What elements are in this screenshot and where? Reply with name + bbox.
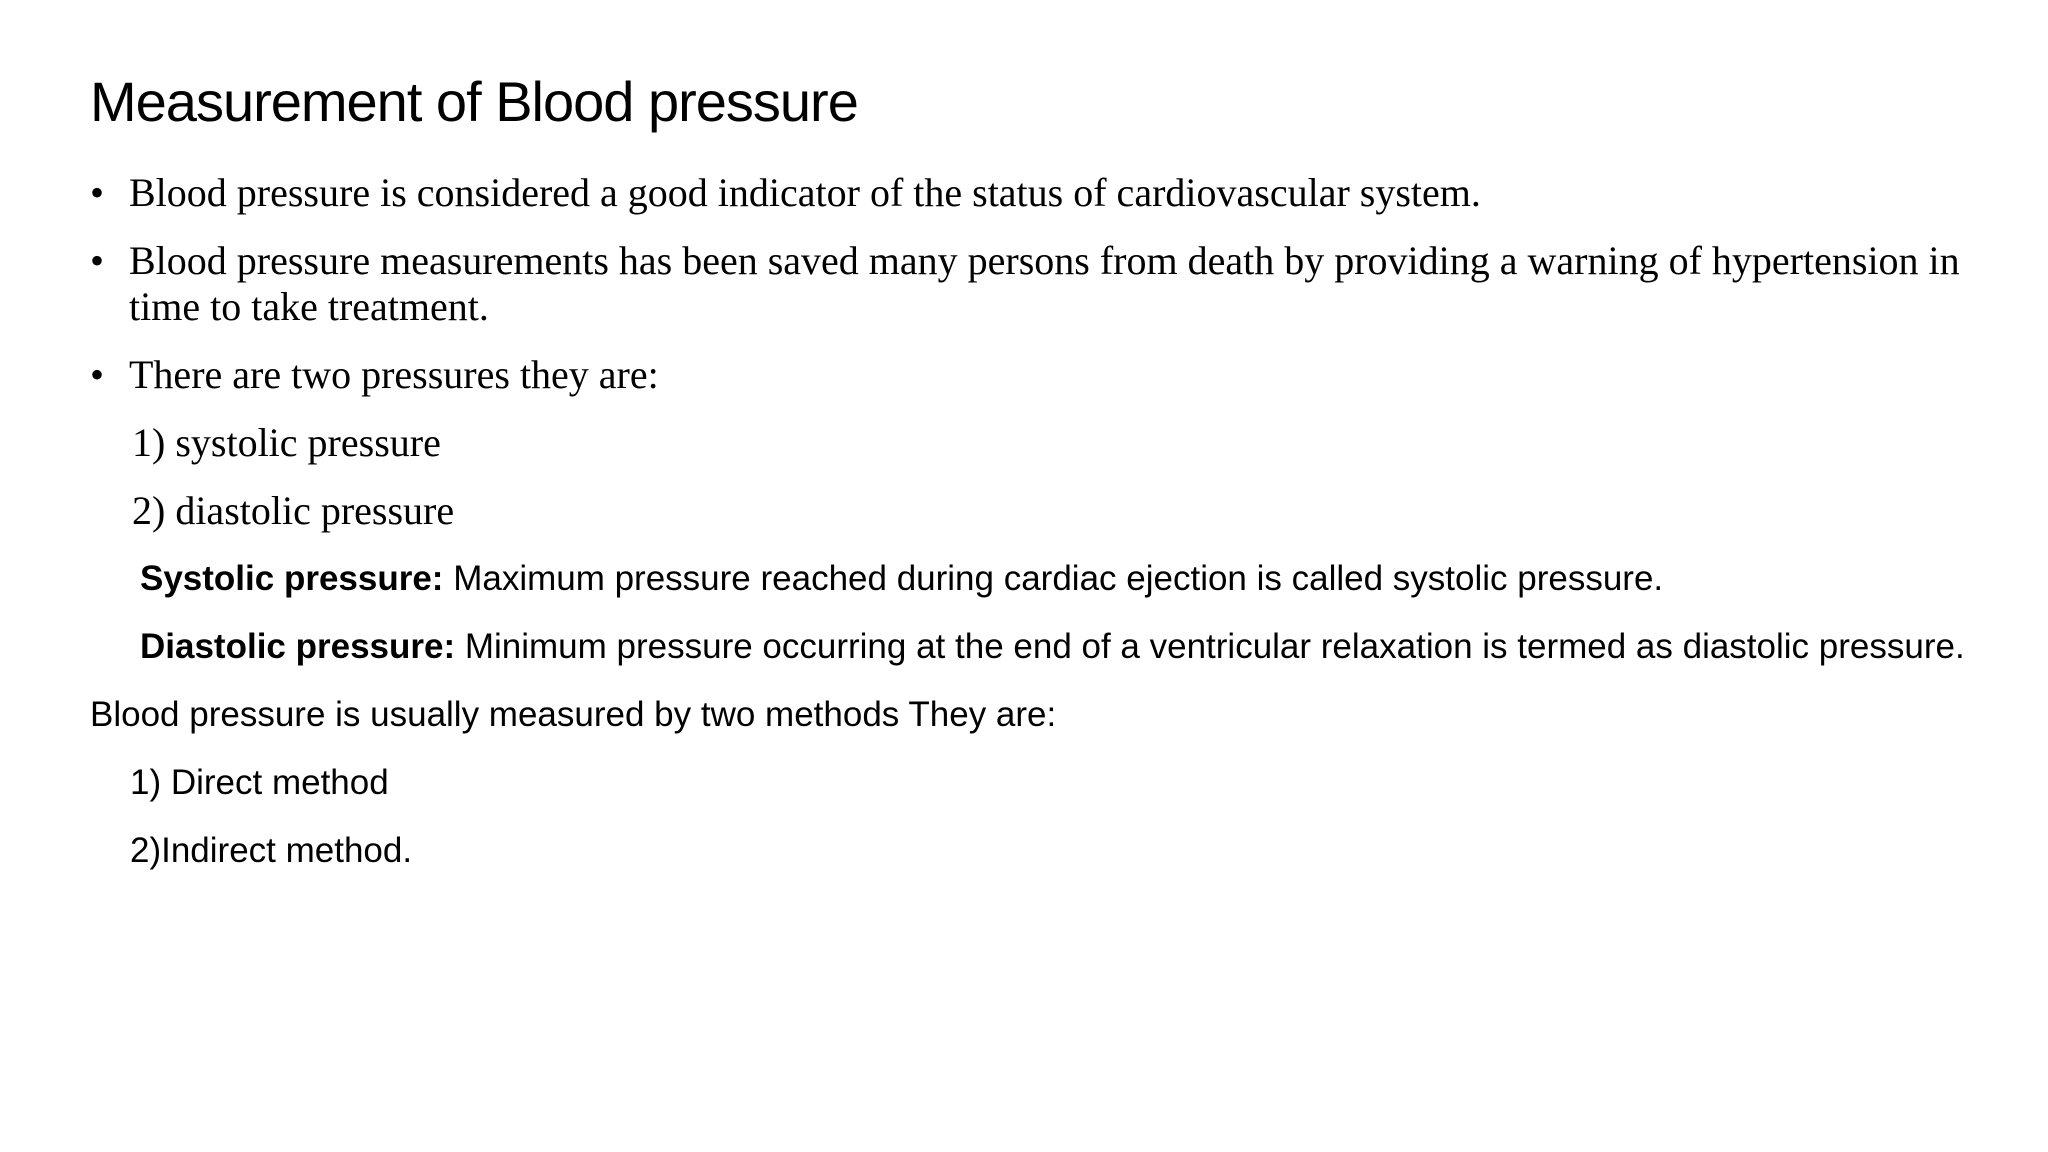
- bullet-item-two-pressures: [90, 352, 1970, 398]
- bullet-text: There are two pressures they are:: [129, 352, 659, 397]
- definition-term: Systolic pressure:: [140, 559, 444, 598]
- bullet-icon: •: [90, 170, 105, 215]
- bullet-item-indicator: [90, 170, 1970, 216]
- bullet-text: Blood pressure is considered a good indicator of the status of cardiovascular system.: [129, 170, 1481, 215]
- slide-body: [90, 170, 1970, 896]
- definition-text: Maximum pressure reached during cardiac ejection is called systolic pressure.: [443, 559, 1664, 598]
- slide-title: Measurement of Blood pressure: [90, 70, 858, 133]
- definition-term: Diastolic pressure:: [140, 627, 456, 666]
- definition-systolic: [90, 556, 1970, 602]
- pressure-type-systolic: 1) systolic pressure: [132, 420, 441, 465]
- bullet-item-measurements: [90, 238, 1970, 330]
- bullet-text: Blood pressure measurements has been saved many persons from death by providing a warning of hypertension in time to take treatment.: [129, 238, 1960, 329]
- method-indirect: 2)Indirect method.: [130, 831, 413, 870]
- definition-text: Minimum pressure occurring at the end of a ventricular relaxation is termed as diastolic pressure.: [455, 627, 1965, 666]
- definition-diastolic: [90, 624, 1970, 670]
- methods-intro: Blood pressure is usually measured by two methods They are:: [90, 695, 1057, 734]
- bullet-icon: •: [90, 352, 105, 397]
- method-direct: 1) Direct method: [130, 763, 389, 802]
- pressure-type-diastolic: 2) diastolic pressure: [132, 488, 455, 533]
- bullet-icon: •: [90, 238, 105, 283]
